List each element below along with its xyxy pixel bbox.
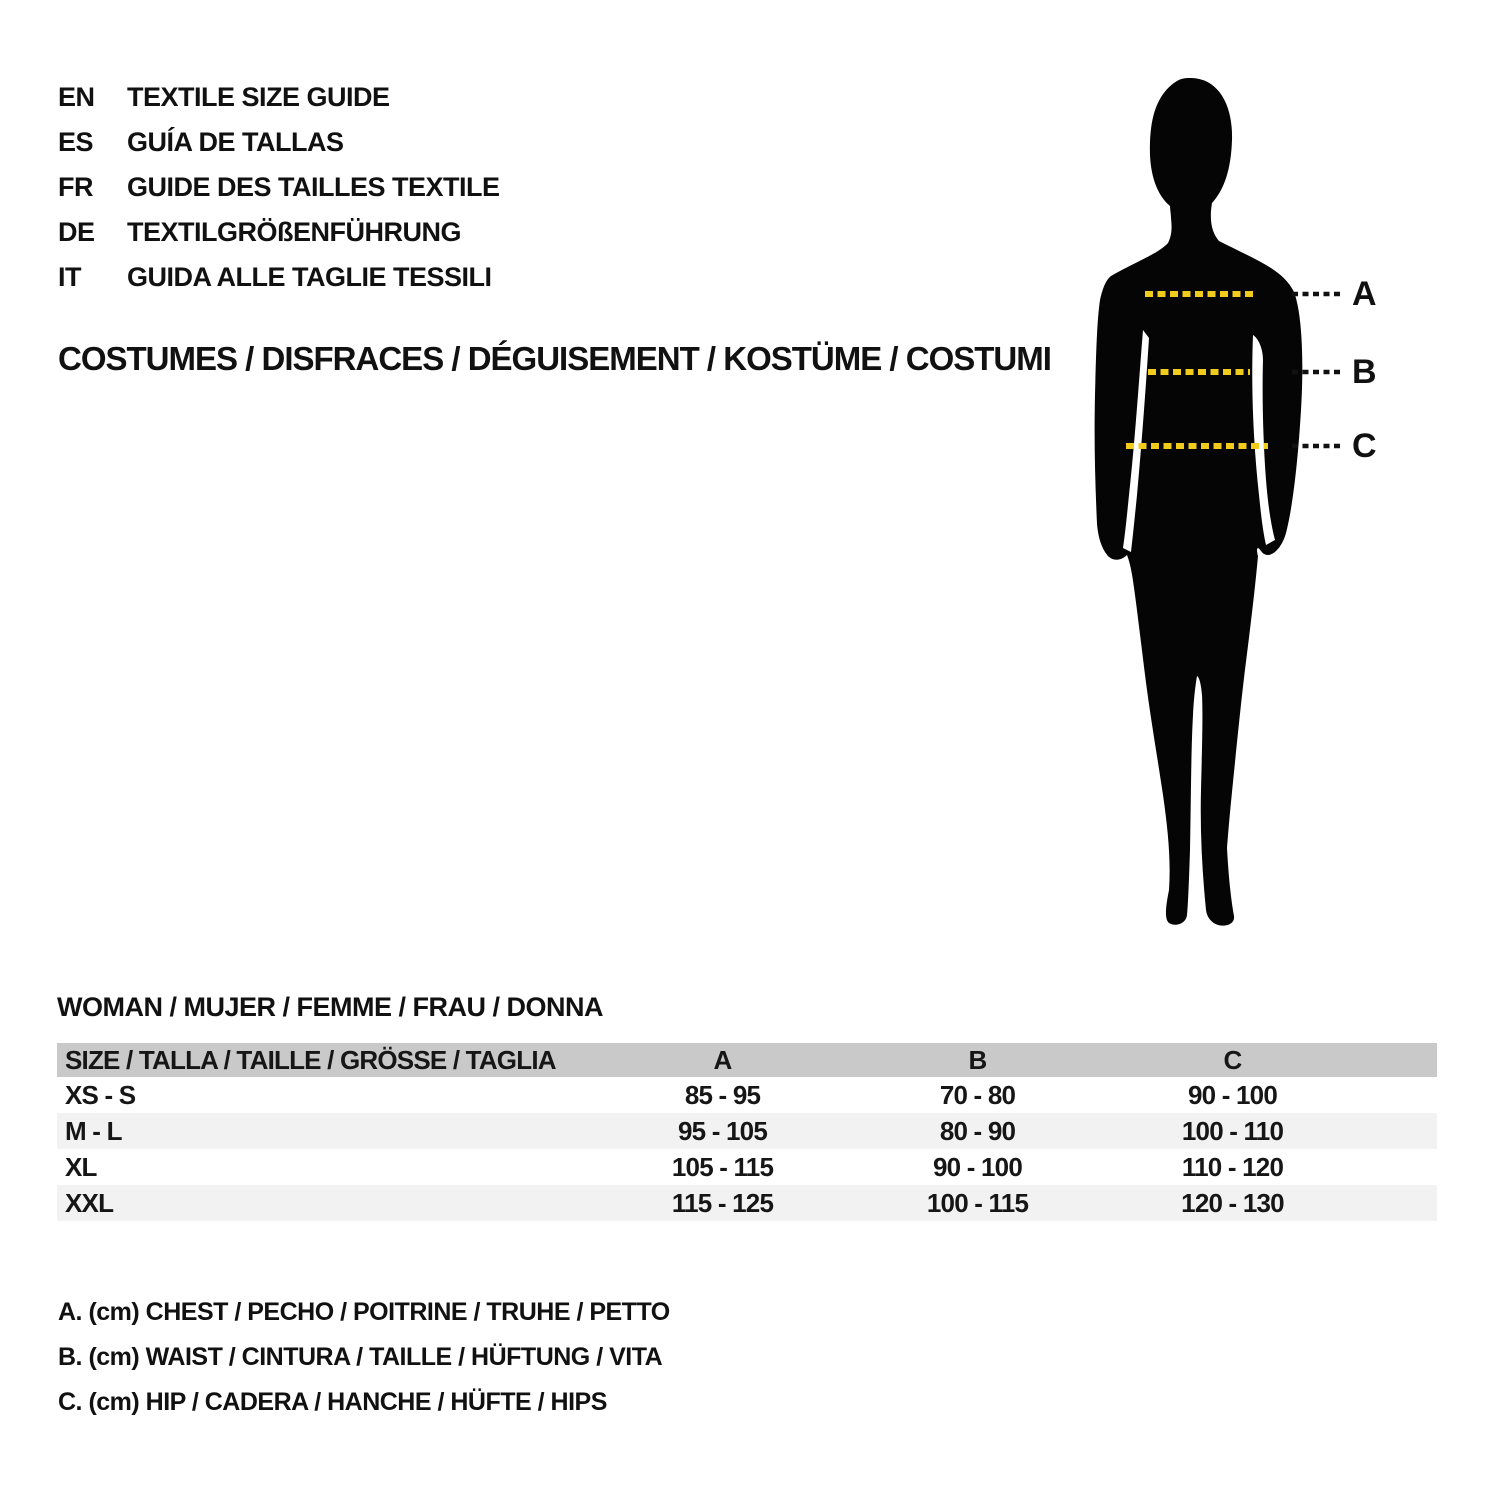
silhouette-body <box>1095 78 1303 926</box>
language-row <box>58 75 500 120</box>
language-title: GUÍA DE TALLAS <box>127 127 344 157</box>
table-row <box>57 1077 1437 1113</box>
cell-size: XXL <box>65 1187 114 1218</box>
language-code: ES <box>58 127 94 157</box>
cell-b: 90 - 100 <box>932 1151 1022 1182</box>
table-row <box>57 1185 1437 1221</box>
legend-item-waist: B. (cm) WAIST / CINTURA / TAILLE / HÜFTUNG / VITA <box>58 1343 663 1371</box>
language-title: GUIDE DES TAILLES TEXTILE <box>127 172 500 202</box>
cell-spacer <box>1360 1113 1437 1149</box>
legend-item-chest: A. (cm) CHEST / PECHO / POITRINE / TRUHE / PETTO <box>58 1298 670 1326</box>
col-header-a: A <box>595 1043 850 1077</box>
language-title: GUIDA ALLE TAGLIE TESSILI <box>127 262 492 292</box>
cell-spacer <box>1360 1077 1437 1113</box>
category-title: COSTUMES / DISFRACES / DÉGUISEMENT / KOSTÜME / COSTUMI <box>58 340 1051 377</box>
measurement-legend <box>58 1290 670 1425</box>
cell-c: 100 - 110 <box>1181 1115 1284 1146</box>
cell-c: 90 - 100 <box>1187 1079 1277 1110</box>
marker-label-b: B <box>1352 353 1377 391</box>
cell-size: M - L <box>65 1115 122 1146</box>
cell-size: XL <box>65 1151 97 1182</box>
col-header-size: SIZE / TALLA / TAILLE / GRÖSSE / TAGLIA <box>57 1043 595 1077</box>
language-row <box>58 210 500 255</box>
language-row <box>58 120 500 165</box>
cell-b: 80 - 90 <box>939 1115 1016 1146</box>
table-header-row <box>57 1043 1437 1077</box>
language-code: EN <box>58 82 95 112</box>
cell-b: 70 - 80 <box>939 1079 1016 1110</box>
col-header-c: C <box>1105 1043 1360 1077</box>
cell-size: XS - S <box>65 1079 136 1110</box>
table-row <box>57 1149 1437 1185</box>
marker-label-a: A <box>1352 275 1377 313</box>
cell-b: 100 - 115 <box>926 1187 1029 1218</box>
cell-c: 110 - 120 <box>1181 1151 1284 1182</box>
cell-a: 115 - 125 <box>671 1187 774 1218</box>
cell-spacer <box>1360 1185 1437 1221</box>
cell-c: 120 - 130 <box>1181 1187 1284 1218</box>
woman-silhouette <box>1040 50 1500 950</box>
legend-item-hip: C. (cm) HIP / CADERA / HANCHE / HÜFTE / HIPS <box>58 1388 607 1416</box>
col-header-b: B <box>850 1043 1105 1077</box>
language-row <box>58 165 500 210</box>
language-row <box>58 255 500 300</box>
language-title: TEXTILGRÖßENFÜHRUNG <box>127 217 461 247</box>
cell-a: 85 - 95 <box>684 1079 761 1110</box>
cell-a: 105 - 115 <box>671 1151 774 1182</box>
col-header-spacer <box>1360 1043 1437 1077</box>
language-code: FR <box>58 172 93 202</box>
language-list <box>58 75 500 300</box>
cell-spacer <box>1360 1149 1437 1185</box>
language-code: DE <box>58 217 95 247</box>
language-code: IT <box>58 262 81 292</box>
language-title: TEXTILE SIZE GUIDE <box>127 82 390 112</box>
cell-a: 95 - 105 <box>677 1115 767 1146</box>
table-row <box>57 1113 1437 1149</box>
marker-label-c: C <box>1352 427 1377 465</box>
size-table <box>57 1043 1437 1221</box>
table-section-title: WOMAN / MUJER / FEMME / FRAU / DONNA <box>57 992 603 1022</box>
